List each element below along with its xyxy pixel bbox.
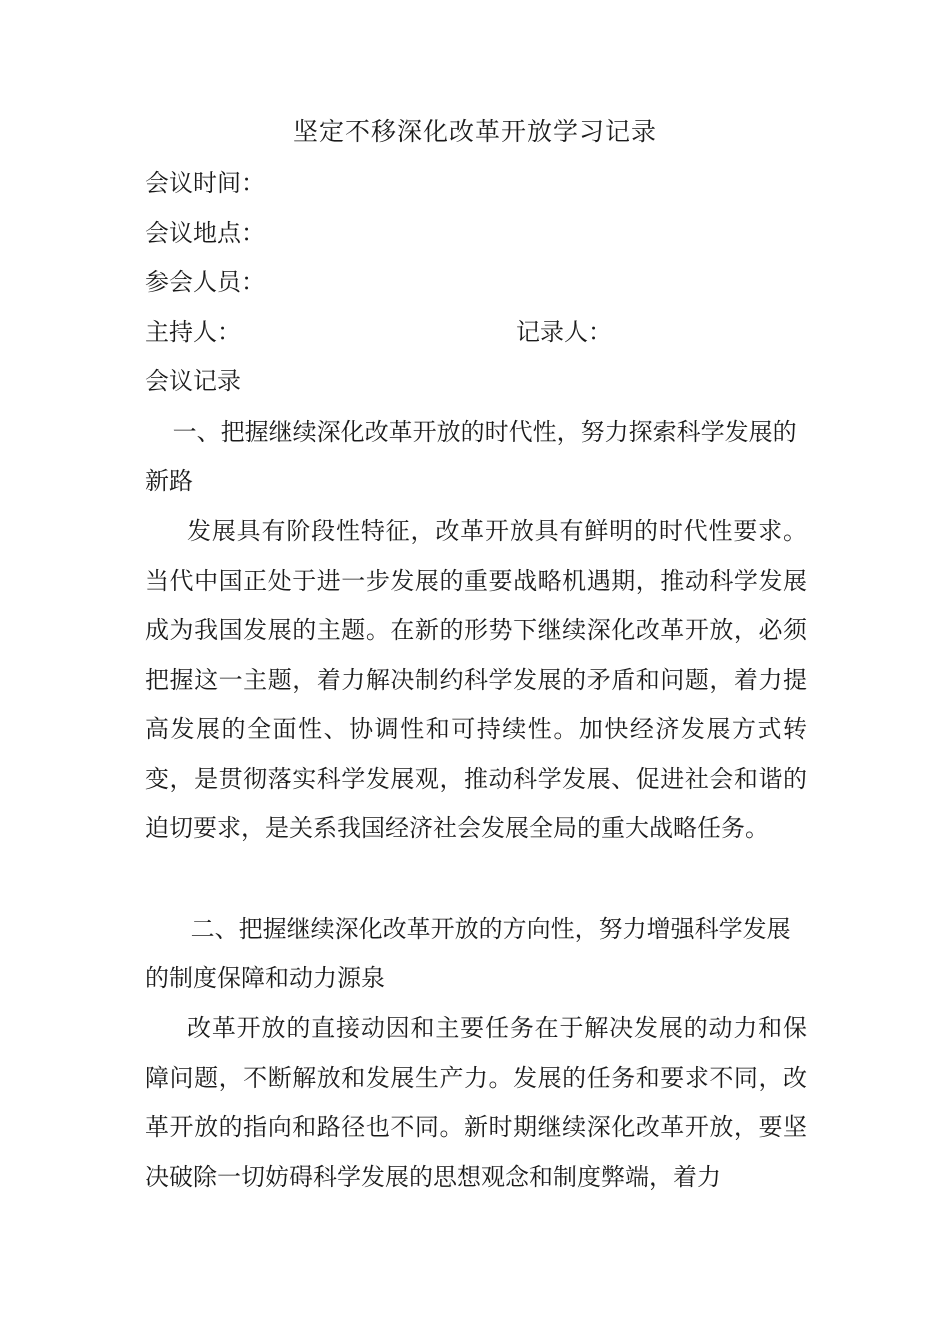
section-2-paragraph: 改革开放的直接动因和主要任务在于解决发展的动力和保障问题，不断解放和发展生产力。发展的任务和要求不同，改革开放的指向和路径也不同。新时期继续深化改革开放，要坚决破除一切妨碍科学发展的思想观念和制度弊端，着力 [145, 1014, 807, 1191]
host-field: 主持人： [145, 318, 241, 346]
section-1-heading: 一、把握继续深化改革开放的时代性，努力探索科学发展的新路 [145, 418, 797, 495]
meeting-place-field: 会议地点： [145, 219, 265, 247]
minutes-label: 会议记录 [145, 367, 241, 395]
attendees-field: 参会人员： [145, 268, 265, 296]
document-title: 坚定不移深化改革开放学习记录 [292, 117, 657, 146]
meeting-time-field: 会议时间： [145, 169, 265, 197]
section-1-paragraph: 发展具有阶段性特征，改革开放具有鲜明的时代性要求。当代中国正处于进一步发展的重要战略机遇期，推动科学发展成为我国发展的主题。在新的形势下继续深化改革开放，必须把握这一主题，着力解决制约科学发展的矛盾和问题，着力提高发展的全面性、协调性和可持续性。加快经济发展方式转变，是贯彻落实科学发展观，推动科学发展、促进社会和谐的迫切要求，是关系我国经济社会发展全局的重大战略任务。 [145, 517, 807, 842]
recorder-field: 记录人： [516, 318, 612, 346]
section-2-heading: 二、把握继续深化改革开放的方向性，努力增强科学发展的制度保障和动力源泉 [145, 915, 791, 992]
